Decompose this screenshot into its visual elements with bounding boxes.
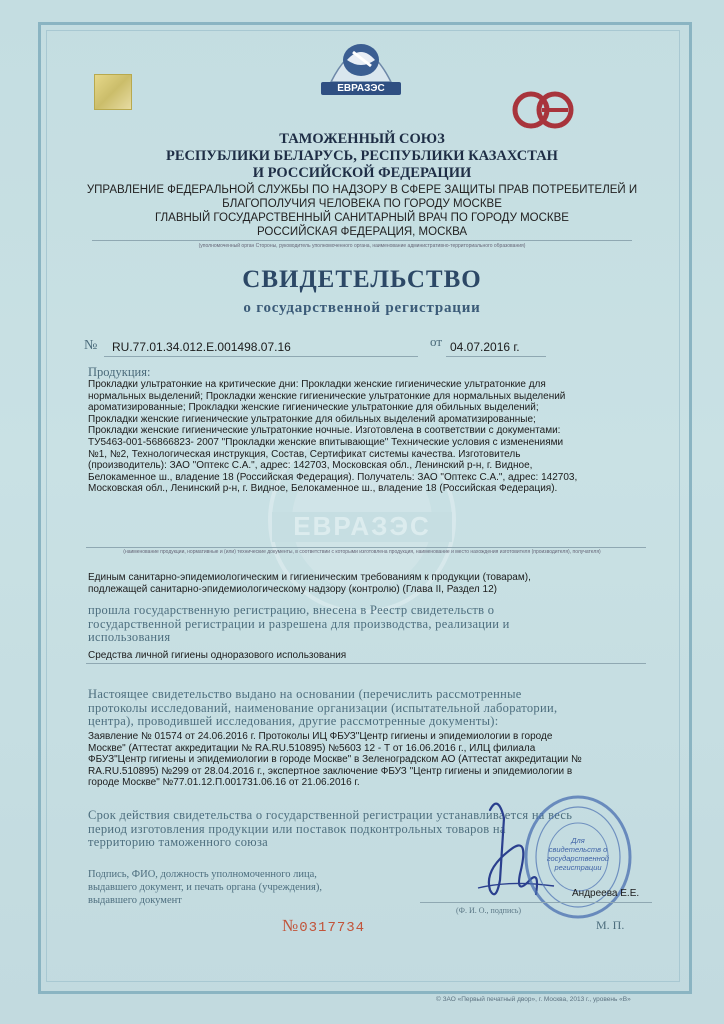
authority-line-1: УПРАВЛЕНИЕ ФЕДЕРАЛЬНОЙ СЛУЖБЫ ПО НАДЗОРУ В СФЕРЕ ЗАЩИТЫ ПРАВ ПОТРЕБИТЕЛЕЙ И (86, 184, 638, 196)
serial-label: № (282, 916, 300, 935)
product-purpose: Средства личной гигиены одноразового использования (88, 650, 347, 661)
requirements-line: Единым санитарно-эпидемиологическим и гигиеническим требованиям к продукции (товарам), (88, 572, 531, 583)
svg-text:ЕВРАЗЭС: ЕВРАЗЭС (293, 511, 431, 541)
product-caption: (наименование продукции, нормативные и (или) технические документы, в соответствии с которыми изготовлена продукция, наименование и место нахождения изготовителя (производителя), получателя) (123, 549, 601, 555)
validity-line: территорию таможенного союза (88, 835, 269, 850)
hologram-sticker (94, 74, 132, 110)
basis-line: центра), проводившей исследования, другие рассмотренные документы): (88, 714, 499, 729)
certificate-title: СВИДЕТЕЛЬСТВО (242, 266, 482, 293)
basis-doc-line: Заявление № 01574 от 24.06.2016 г. Протоколы ИЦ ФБУЗ"Центр гигиены и эпидемиологии в городе (88, 731, 553, 742)
passed-registration (88, 604, 658, 645)
product-line: Белокаменное ш., владение 18 (Российская Федерация). Получатель: ЗАО "Оптекс С.А.", адрес: 142703, (88, 471, 578, 483)
validity-line: Срок действия свидетельства о государственной регистрации устанавливается на весь (88, 808, 573, 822)
product-line: Московская обл., Ленинский р-н, г. Видное, Белокаменное ш., владение 18 (Российская Федерация). (88, 483, 558, 495)
stamp-text: регистрации (554, 863, 602, 872)
basis-heading (88, 688, 658, 729)
header-line-3: И РОССИЙСКОЙ ФЕДЕРАЦИИ (252, 165, 472, 181)
validity-line: период изготовления продукции или поставок подконтрольных товаров на (88, 821, 506, 836)
authority-line-2: БЛАГОПОЛУЧИЯ ЧЕЛОВЕКА ПО ГОРОДУ МОСКВЕ (222, 198, 502, 210)
product-line: ТУ5463-001-56866823- 2007 "Прокладки женские впитывающие" Технические условия с изменениями (88, 436, 564, 448)
product-line: Прокладки женские гигиенические ультратонкие для обильных выделений ароматизированные; (88, 413, 536, 425)
seal-place-mark: М. П. (596, 918, 625, 932)
date-label: от (430, 334, 443, 349)
registration-date: 04.07.2016 г. (450, 340, 520, 354)
fio-caption: (Ф. И. О., подпись) (456, 906, 522, 915)
requirements (88, 572, 658, 595)
authority-line-4: РОССИЙСКАЯ ФЕДЕРАЦИЯ, МОСКВА (256, 226, 468, 238)
product-description (88, 379, 658, 495)
serial-value: 0317734 (299, 920, 366, 936)
passed-line: государственной регистрации и разрешена для производства, реализации и (88, 616, 510, 631)
basis-documents (88, 731, 658, 789)
product-line: ароматизированные; Прокладки женские гигиенические ультратонкие для обильных выделений; (88, 402, 539, 414)
requirements-line: подлежащей санитарно-эпидемиологическому надзору (контролю) (Глава II, Раздел 12) (88, 583, 497, 595)
eurasec-emblem (313, 30, 409, 96)
number-label: № (84, 338, 98, 353)
stamp-text: свидетельств о (548, 845, 608, 854)
passed-line: использования (88, 630, 171, 645)
emblem-label: ЕВРАЗЭС (337, 83, 385, 94)
basis-line: протоколы исследований, наименование организации (испытательной лаборатории, (88, 700, 558, 715)
stamp-text: Для (571, 836, 585, 845)
product-line: (производитель): ЗАО "Оптекс С.А.", адрес: 142703, Московская обл., Ленинский р-н, г. Видное, (88, 460, 533, 472)
passed-line: прошла государственную регистрацию, внесена в Реестр свидетельств о (88, 603, 495, 617)
product-line: Прокладки женские гигиенические ультратонкие ночные. Изготовлена в соответствии с документами: (88, 425, 561, 437)
basis-doc-line: Москве" (Аттестат аккредитации № RA.RU.510895) №5603 12 - Т от 16.06.2016 г., ИЛЦ филиала (88, 742, 536, 754)
header-line-2: РЕСПУБЛИКИ БЕЛАРУСЬ, РЕСПУБЛИКИ КАЗАХСТАН (166, 148, 558, 164)
registration-number: RU.77.01.34.012.E.001498.07.16 (112, 340, 291, 354)
conformity-mark (510, 88, 576, 132)
product-label: Продукция: (88, 365, 151, 379)
header-line-1: ТАМОЖЕННЫЙ СОЮЗ (279, 131, 445, 147)
basis-doc-line: городе Москве" №77.01.12.П.001731.06.16 от 21.06.2016 г. (88, 777, 360, 789)
basis-doc-line: RA.RU.510895) №299 от 28.04.2016 г., экспертное заключение ФБУЗ "Центр гигиены и эпидемиологии в (88, 765, 573, 777)
stamp-text: государственной (546, 854, 610, 863)
signatory-name: Андреева Е.Е. (572, 888, 640, 899)
signature-caption-line: выдавшего документ (88, 895, 182, 906)
basis-doc-line: ФБУЗ"Центр гигиены и эпидемиологии в городе Москве" в Зеленоградском АО (Аттестат аккредитации № (88, 754, 582, 766)
product-line: №1, №2, Технологическая инструкция, Состав, Сертификат системы качества. Изготовитель (88, 448, 521, 460)
authority-caption: (уполномоченный орган Стороны, руководитель уполномоченного органа, наименование административно-территориального образования) (198, 243, 526, 249)
authority-line-3: ГЛАВНЫЙ ГОСУДАРСТВЕННЫЙ САНИТАРНЫЙ ВРАЧ ПО ГОРОДУ МОСКВЕ (155, 212, 569, 224)
product-line: нормальных выделений; Прокладки женские гигиенические ультратонкие для нормальных выделений (88, 390, 566, 402)
signature-caption-line: выдавшего документ, и печать органа (учреждения), (88, 882, 322, 893)
product-line: Прокладки ультратонкие на критические дни: Прокладки женские гигиенические ультратонкие для (88, 379, 546, 390)
signature-caption-line: Подпись, ФИО, должность уполномоченного лица, (88, 869, 317, 880)
certificate-subtitle: о государственной регистрации (243, 300, 481, 316)
printer-footer: © ЗАО «Первый печатный двор», г. Москва, 2013 г., уровень «В» (436, 996, 631, 1003)
signature-caption (88, 868, 408, 907)
basis-line: Настоящее свидетельство выдано на основании (перечислить рассмотренные (88, 687, 522, 701)
serial-number (282, 916, 365, 936)
